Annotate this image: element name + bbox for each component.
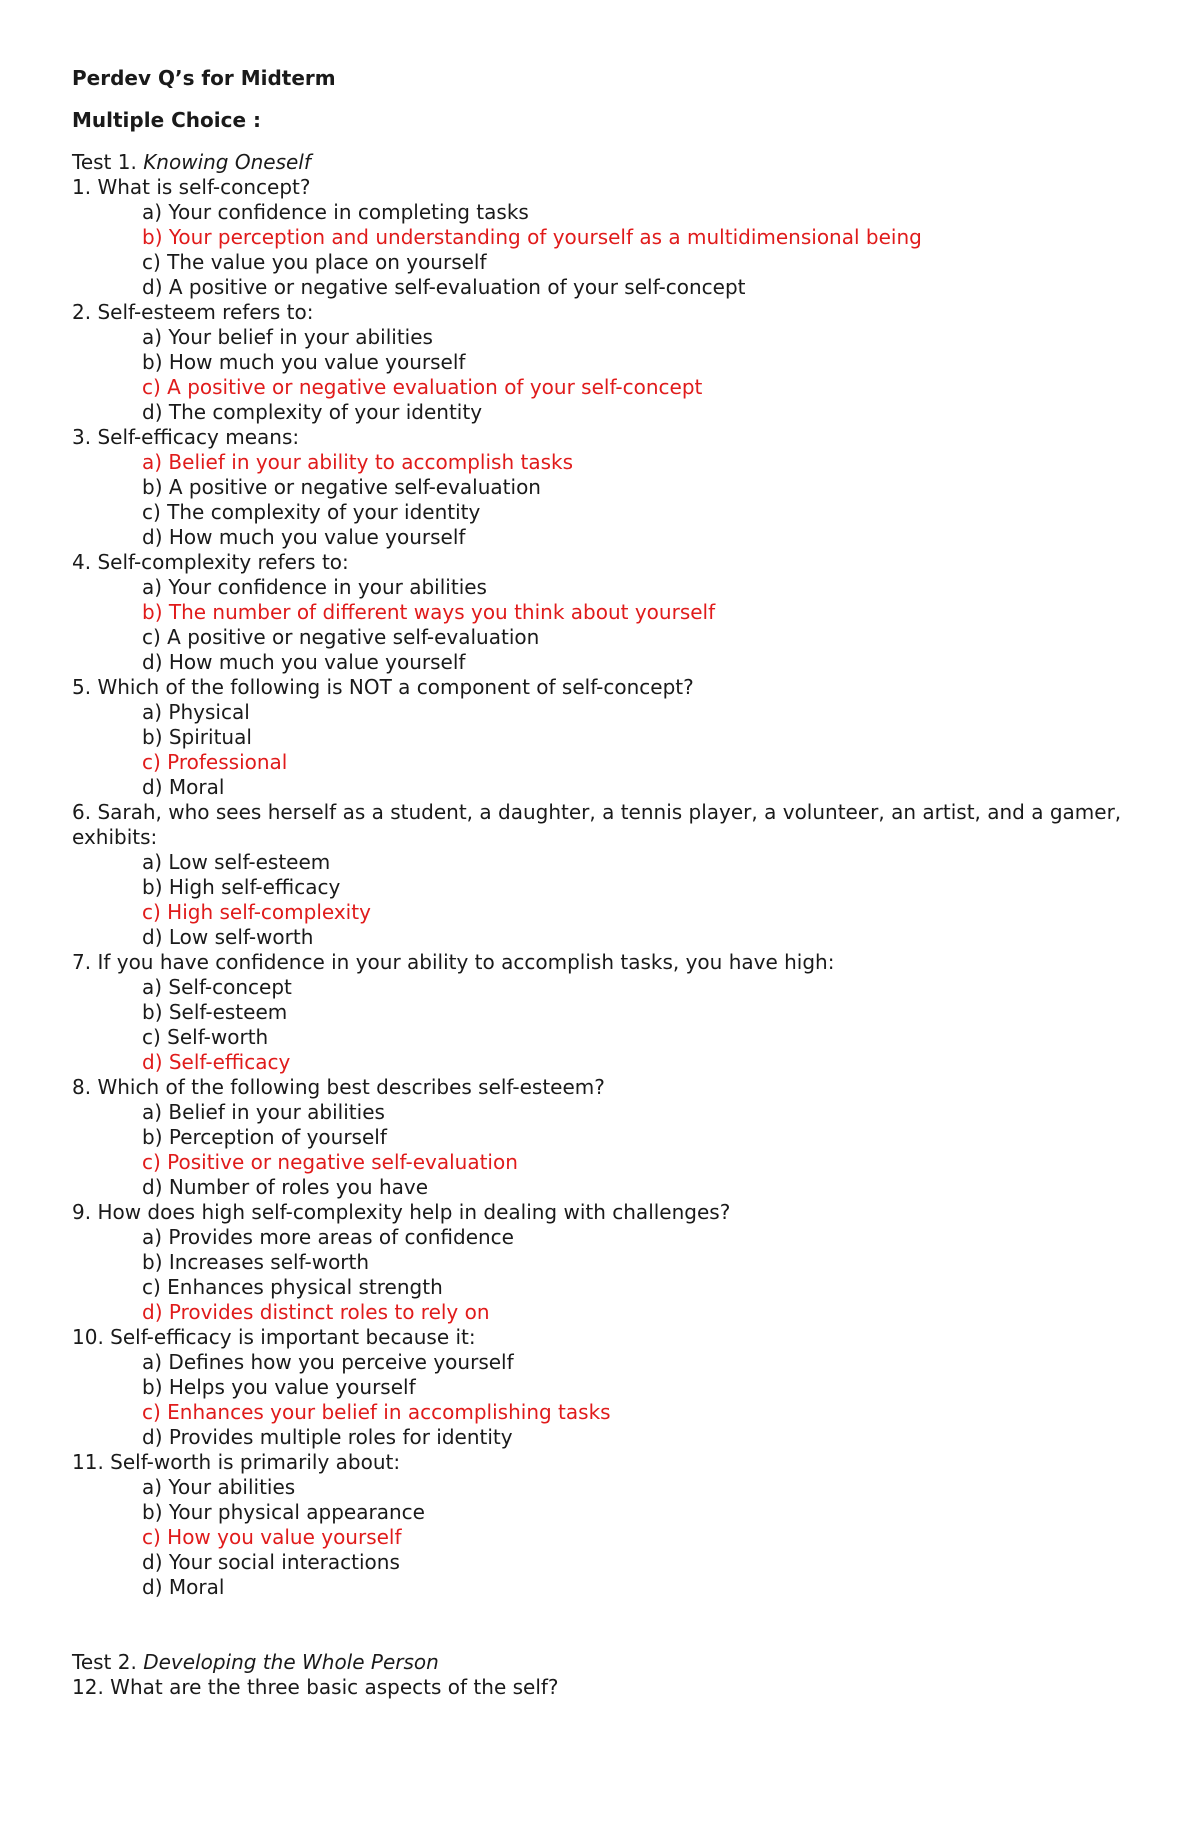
- question-9: 9. How does high self-complexity help in dealing with challenges?: [72, 1200, 731, 1224]
- option: d) Moral: [142, 1575, 225, 1599]
- test-1-heading: [72, 150, 1132, 175]
- option: a) Belief in your abilities: [142, 1100, 385, 1124]
- option: d) Provides multiple roles for identity: [142, 1425, 513, 1449]
- option: b) Your physical appearance: [142, 1500, 425, 1524]
- option: a) Self-concept: [142, 975, 292, 999]
- question-3: 3. Self-efficacy means:: [72, 425, 300, 449]
- option: d) The complexity of your identity: [142, 400, 483, 424]
- answer-option: c) Professional: [142, 750, 288, 774]
- option: a) Physical: [142, 700, 250, 724]
- answer-option: d) Provides distinct roles to rely on: [142, 1300, 490, 1324]
- option: b) Helps you value yourself: [142, 1375, 416, 1399]
- option: d) Low self-worth: [142, 925, 314, 949]
- test-1-prefix: Test 1.: [72, 150, 144, 174]
- question-6: 6. Sarah, who sees herself as a student, a daughter, a tennis player, a volunteer, an artist, and a gamer, exhibits:: [72, 800, 1122, 849]
- answer-option: c) High self-complexity: [142, 900, 371, 924]
- answer-option: b) Your perception and understanding of yourself as a multidimensional being: [142, 225, 922, 249]
- option: c) The value you place on yourself: [142, 250, 487, 274]
- option: b) How much you value yourself: [142, 350, 466, 374]
- question-7: 7. If you have confidence in your ability to accomplish tasks, you have high:: [72, 950, 835, 974]
- option: b) Perception of yourself: [142, 1125, 387, 1149]
- answer-option: b) The number of different ways you think about yourself: [142, 600, 716, 624]
- document-page: [72, 66, 1132, 1700]
- option: d) Moral: [142, 775, 225, 799]
- option: b) High self-efficacy: [142, 875, 341, 899]
- test-1-name: Knowing Oneself: [143, 150, 311, 174]
- question-2: 2. Self-esteem refers to:: [72, 300, 314, 324]
- test-2-heading: [72, 1650, 1132, 1675]
- option: c) A positive or negative self-evaluation: [142, 625, 540, 649]
- answer-option: c) How you value yourself: [142, 1525, 402, 1549]
- option: a) Your confidence in your abilities: [142, 575, 487, 599]
- option: d) How much you value yourself: [142, 650, 466, 674]
- option: c) Enhances physical strength: [142, 1275, 443, 1299]
- option: b) Increases self-worth: [142, 1250, 370, 1274]
- question-11: 11. Self-worth is primarily about:: [72, 1450, 401, 1474]
- question-list: [72, 175, 1132, 1600]
- test-2-name: Developing the Whole Person: [143, 1650, 439, 1674]
- question-4: 4. Self-complexity refers to:: [72, 550, 349, 574]
- option: b) Self-esteem: [142, 1000, 288, 1024]
- question-8: 8. Which of the following best describes self-esteem?: [72, 1075, 605, 1099]
- option: d) How much you value yourself: [142, 525, 466, 549]
- answer-option: c) Enhances your belief in accomplishing tasks: [142, 1400, 611, 1424]
- answer-option: a) Belief in your ability to accomplish tasks: [142, 450, 574, 474]
- option: b) Spiritual: [142, 725, 252, 749]
- option: a) Your belief in your abilities: [142, 325, 433, 349]
- answer-option: c) A positive or negative evaluation of your self-concept: [142, 375, 703, 399]
- option: a) Low self-esteem: [142, 850, 331, 874]
- option: a) Your abilities: [142, 1475, 296, 1499]
- question-1: 1. What is self-concept?: [72, 175, 311, 199]
- answer-option: c) Positive or negative self-evaluation: [142, 1150, 518, 1174]
- option: b) A positive or negative self-evaluation: [142, 475, 541, 499]
- answer-option: d) Self-efficacy: [142, 1050, 291, 1074]
- option: d) Number of roles you have: [142, 1175, 429, 1199]
- question-10: 10. Self-efficacy is important because it:: [72, 1325, 476, 1349]
- option: c) Self-worth: [142, 1025, 269, 1049]
- question-12: 12. What are the three basic aspects of the self?: [72, 1675, 559, 1699]
- question-5: 5. Which of the following is NOT a component of self-concept?: [72, 675, 694, 699]
- document-title: Perdev Q’s for Midterm: [72, 66, 336, 90]
- option: d) Your social interactions: [142, 1550, 400, 1574]
- option: d) A positive or negative self-evaluation of your self-concept: [142, 275, 746, 299]
- option: a) Provides more areas of confidence: [142, 1225, 514, 1249]
- option: a) Defines how you perceive yourself: [142, 1350, 514, 1374]
- option: c) The complexity of your identity: [142, 500, 481, 524]
- option: a) Your confidence in completing tasks: [142, 200, 529, 224]
- test-2-prefix: Test 2.: [72, 1650, 144, 1674]
- section-subtitle: Multiple Choice :: [72, 108, 262, 132]
